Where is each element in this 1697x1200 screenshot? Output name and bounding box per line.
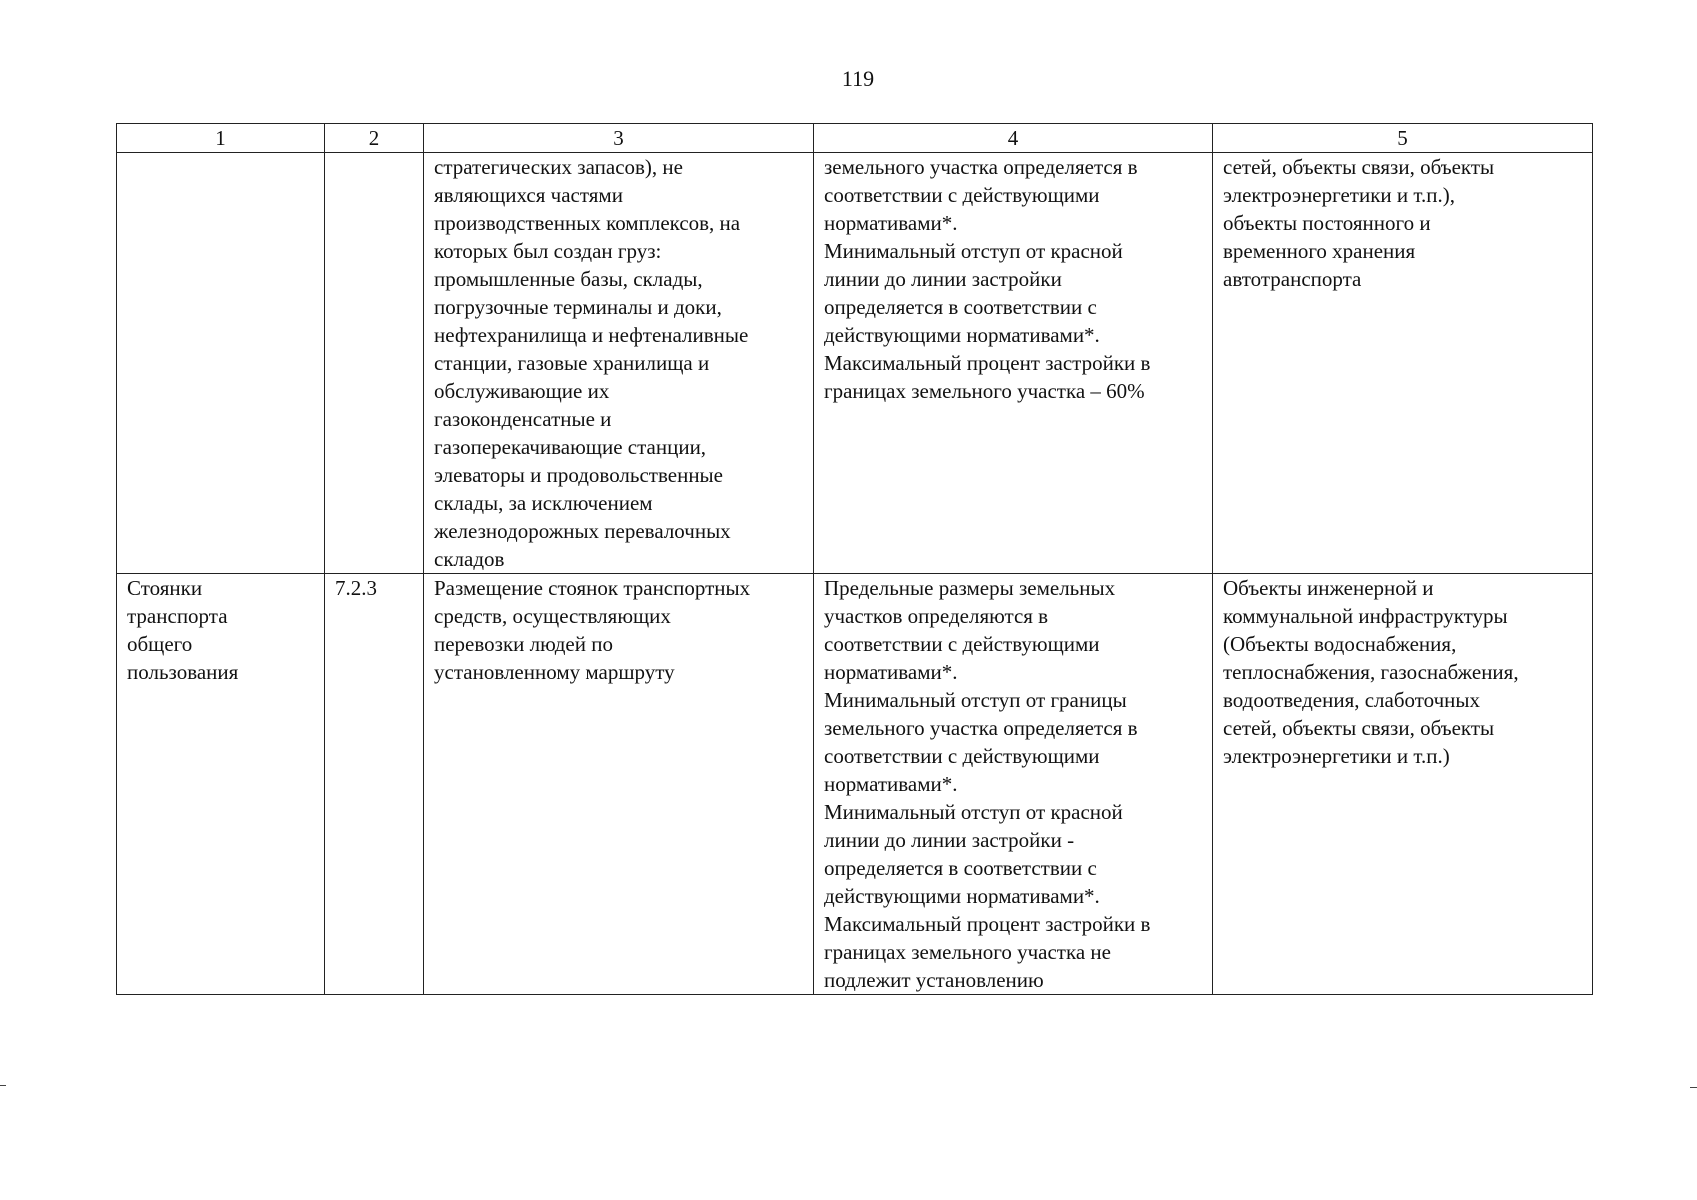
table-cell: [325, 153, 424, 574]
table-cell: [117, 574, 325, 995]
table-row: [117, 574, 1593, 995]
table-cell: [424, 153, 814, 574]
table-cell: [814, 574, 1213, 995]
scan-margin-mark: [0, 1085, 6, 1086]
cell-text: земельного участка определяется в соответствии с действующими нормативами*. Минимальный отступ от красной линии до линии застройки определяется в соответствии с действующими нормативами*. Максимальный процент застройки в границах земельного участка – 60%: [824, 155, 1151, 403]
land-use-table: [116, 123, 1593, 995]
header-cell: 1: [117, 124, 325, 153]
header-cell: 2: [325, 124, 424, 153]
table-cell: [814, 153, 1213, 574]
cell-text: Предельные размеры земельных участков определяются в соответствии с действующими нормативами*. Минимальный отступ от границы земельного участка определяется в соответствии с действующими нормативами*. Минимальный отступ от красной линии до линии застройки - определяется в соответствии с действующими нормативами*. Максимальный процент застройки в границах земельного участка не подлежит установлению: [824, 576, 1151, 992]
cell-text: стратегических запасов), не являющихся частями производственных комплексов, на которых был создан груз: промышленные базы, склады, погрузочные терминалы и доки, нефтехранилища и нефтеналивные станции, газовые хранилища и обслуживающие их газоконденсатные и газоперекачивающие станции, элеваторы и продовольственные склады, за исключением железнодорожных перевалочных складов: [434, 155, 749, 571]
page-number: 119: [841, 66, 875, 91]
table-row: [117, 153, 1593, 574]
table-cell: [424, 574, 814, 995]
table-cell: [117, 153, 325, 574]
cell-text: Размещение стоянок транспортных средств, осуществляющих перевозки людей по установленному маршруту: [434, 576, 751, 684]
header-cell: 3: [424, 124, 814, 153]
table-header-row: [117, 124, 1593, 153]
header-cell: 4: [814, 124, 1213, 153]
cell-text: 7.2.3: [335, 576, 377, 600]
table-cell: [325, 574, 424, 995]
cell-text: Объекты инженерной и коммунальной инфраструктуры (Объекты водоснабжения, теплоснабжения, газоснабжения, водоотведения, слаботочных сетей, объекты связи, объекты электроэнергетики и т.п.): [1223, 576, 1519, 768]
cell-text: Стоянки транспорта общего пользования: [127, 576, 239, 684]
cell-text: сетей, объекты связи, объекты электроэнергетики и т.п.), объекты постоянного и временного хранения автотранспорта: [1223, 155, 1495, 291]
scan-margin-mark: [1690, 1087, 1697, 1088]
table-cell: [1213, 574, 1593, 995]
header-cell: 5: [1213, 124, 1593, 153]
table-cell: [1213, 153, 1593, 574]
